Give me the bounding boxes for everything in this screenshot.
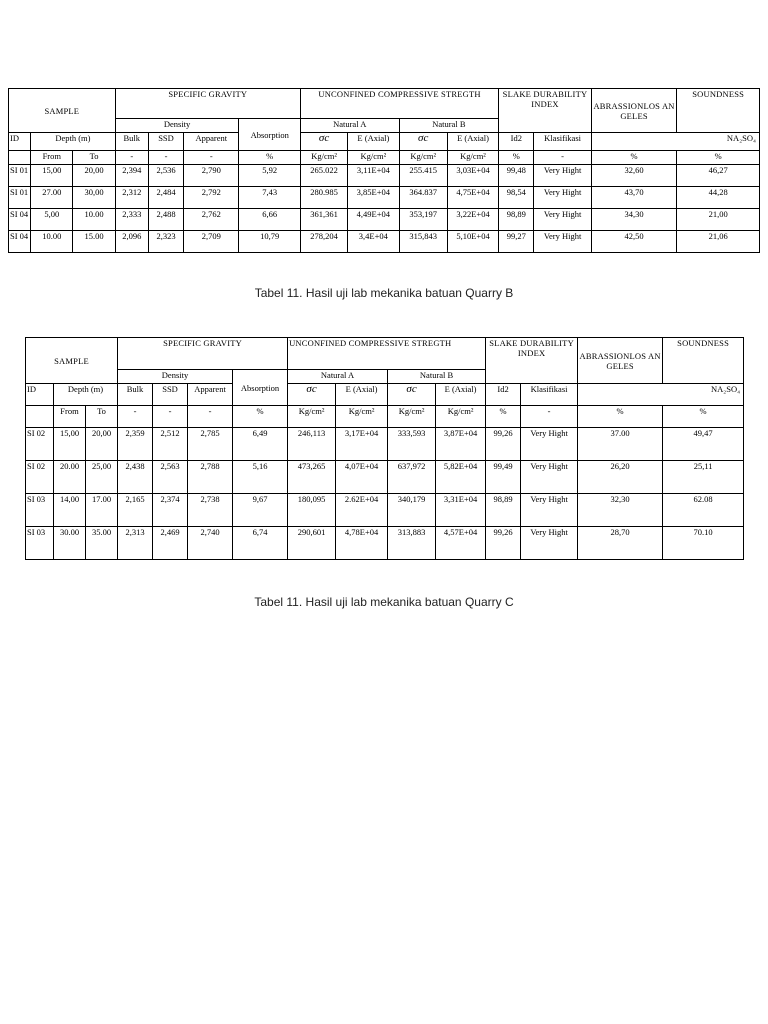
cell-sigma-b: 353,197 xyxy=(399,209,447,231)
cell-e-b: 3,31E+04 xyxy=(436,494,486,527)
unit-cell xyxy=(9,151,31,165)
unit-abrasion: % xyxy=(578,406,663,428)
natural-b-header: Natural B xyxy=(399,119,499,133)
cell-absorption: 5,92 xyxy=(239,165,300,187)
e-axial-header: E (Axial) xyxy=(436,384,486,406)
cell-soundness: 49,47 xyxy=(663,428,744,461)
unit-id2: % xyxy=(486,406,521,428)
cell-to: 17.00 xyxy=(86,494,118,527)
unit-from: From xyxy=(54,406,86,428)
cell-id: SI 03 xyxy=(26,527,54,560)
unit-abrasion: % xyxy=(591,151,677,165)
unit-e-a: Kg/cm² xyxy=(336,406,388,428)
table-row xyxy=(9,187,760,209)
cell-from: 5,00 xyxy=(31,209,73,231)
unit-sigma-b: Kg/cm² xyxy=(388,406,436,428)
cell-id: SI 04 xyxy=(9,209,31,231)
unit-apparent: - xyxy=(184,151,239,165)
cell-from: 15,00 xyxy=(31,165,73,187)
natural-a-header: Natural A xyxy=(288,370,388,384)
cell-from: 20.00 xyxy=(54,461,86,494)
table-body xyxy=(26,338,744,560)
cell-absorption: 10,79 xyxy=(239,231,300,253)
unit-id2: % xyxy=(499,151,534,165)
na2so4-header: NA₂SO₄ xyxy=(578,384,744,406)
cell-sigma-a: 290,601 xyxy=(288,527,336,560)
unit-from: From xyxy=(31,151,73,165)
cell-klasifikasi: Very Hight xyxy=(521,527,578,560)
cell-ssd: 2,374 xyxy=(153,494,188,527)
unit-klasifikasi: - xyxy=(521,406,578,428)
cell-id2: 99,48 xyxy=(499,165,534,187)
cell-ssd: 2,484 xyxy=(148,187,183,209)
id2-header: Id2 xyxy=(486,384,521,406)
specific-gravity-header: SPECIFIC GRAVITY xyxy=(118,338,288,370)
cell-soundness: 21,00 xyxy=(677,209,760,231)
cell-e-a: 3,4E+04 xyxy=(348,231,399,253)
unit-to: To xyxy=(86,406,118,428)
cell-ssd: 2,512 xyxy=(153,428,188,461)
cell-id2: 99,26 xyxy=(486,527,521,560)
cell-bulk: 2,333 xyxy=(115,209,148,231)
cell-e-a: 3,17E+04 xyxy=(336,428,388,461)
e-axial-header: E (Axial) xyxy=(348,133,399,151)
table-caption-quarry-b: Tabel 11. Hasil uji lab mekanika batuan Quarry B xyxy=(254,286,514,300)
cell-id: SI 02 xyxy=(26,428,54,461)
cell-sigma-b: 333,593 xyxy=(388,428,436,461)
unit-e-b: Kg/cm² xyxy=(447,151,498,165)
cell-apparent: 2,792 xyxy=(184,187,239,209)
cell-id: SI 04 xyxy=(9,231,31,253)
cell-apparent: 2,785 xyxy=(188,428,233,461)
absorption-header: Absorption xyxy=(239,119,300,151)
unit-cell xyxy=(26,406,54,428)
apparent-header: Apparent xyxy=(188,384,233,406)
header-row-3 xyxy=(26,384,744,406)
cell-absorption: 6,49 xyxy=(233,428,288,461)
cell-sigma-a: 246,113 xyxy=(288,428,336,461)
cell-e-b: 4,75E+04 xyxy=(447,187,498,209)
cell-bulk: 2,165 xyxy=(118,494,153,527)
cell-ssd: 2,469 xyxy=(153,527,188,560)
cell-sigma-b: 340,179 xyxy=(388,494,436,527)
e-axial-header: E (Axial) xyxy=(447,133,498,151)
unit-apparent: - xyxy=(188,406,233,428)
cell-to: 20,00 xyxy=(86,428,118,461)
cell-from: 30.00 xyxy=(54,527,86,560)
table-row xyxy=(9,231,760,253)
cell-ssd: 2,488 xyxy=(148,209,183,231)
cell-klasifikasi: Very Hight xyxy=(521,494,578,527)
cell-from: 27.00 xyxy=(31,187,73,209)
unit-absorption: % xyxy=(233,406,288,428)
cell-id2: 98,89 xyxy=(499,209,534,231)
table-row xyxy=(26,494,744,527)
cell-absorption: 6,74 xyxy=(233,527,288,560)
cell-apparent: 2,762 xyxy=(184,209,239,231)
cell-apparent: 2,709 xyxy=(184,231,239,253)
unit-sigma-a: Kg/cm² xyxy=(300,151,347,165)
unit-e-b: Kg/cm² xyxy=(436,406,486,428)
cell-sigma-a: 265.022 xyxy=(300,165,347,187)
cell-id2: 98,54 xyxy=(499,187,534,209)
cell-bulk: 2,312 xyxy=(115,187,148,209)
cell-klasifikasi: Very Hight xyxy=(521,428,578,461)
cell-absorption: 6,66 xyxy=(239,209,300,231)
table-body xyxy=(9,89,760,253)
cell-id: SI 01 xyxy=(9,187,31,209)
cell-to: 20,00 xyxy=(73,165,115,187)
cell-e-a: 4,07E+04 xyxy=(336,461,388,494)
cell-sigma-b: 637,972 xyxy=(388,461,436,494)
cell-klasifikasi: Very Hight xyxy=(534,231,591,253)
cell-abrasion: 32,30 xyxy=(578,494,663,527)
cell-soundness: 70.10 xyxy=(663,527,744,560)
cell-sigma-a: 180,095 xyxy=(288,494,336,527)
klasifikasi-header: Klasifikasi xyxy=(521,384,578,406)
cell-e-b: 5,82E+04 xyxy=(436,461,486,494)
cell-absorption: 7,43 xyxy=(239,187,300,209)
cell-apparent: 2,788 xyxy=(188,461,233,494)
unit-sigma-b: Kg/cm² xyxy=(399,151,447,165)
cell-sigma-a: 278,204 xyxy=(300,231,347,253)
depth-header: Depth (m) xyxy=(54,384,118,406)
cell-bulk: 2,394 xyxy=(115,165,148,187)
cell-e-b: 3,87E+04 xyxy=(436,428,486,461)
cell-id2: 99,26 xyxy=(486,428,521,461)
id-header: ID xyxy=(9,133,31,151)
na2so4-header: NA₂SO₄ xyxy=(591,133,759,151)
cell-e-a: 2.62E+04 xyxy=(336,494,388,527)
natural-b-header: Natural B xyxy=(388,370,486,384)
cell-ssd: 2,323 xyxy=(148,231,183,253)
sigma-c-header: σc xyxy=(300,133,347,151)
specific-gravity-header: SPECIFIC GRAVITY xyxy=(115,89,300,119)
cell-e-a: 4,49E+04 xyxy=(348,209,399,231)
unit-to: To xyxy=(73,151,115,165)
table-row xyxy=(9,209,760,231)
cell-soundness: 25,11 xyxy=(663,461,744,494)
header-row-3 xyxy=(9,133,760,151)
units-row xyxy=(26,406,744,428)
cell-e-b: 5,10E+04 xyxy=(447,231,498,253)
cell-id2: 98,89 xyxy=(486,494,521,527)
cell-klasifikasi: Very Hight xyxy=(521,461,578,494)
cell-abrasion: 42,50 xyxy=(591,231,677,253)
soundness-header: SOUNDNESS xyxy=(677,89,760,133)
sample-header: SAMPLE xyxy=(9,89,116,133)
cell-bulk: 2,359 xyxy=(118,428,153,461)
unit-bulk: - xyxy=(115,151,148,165)
slake-durability-header: SLAKE DURABILITY INDEX xyxy=(486,338,578,384)
cell-klasifikasi: Very Hight xyxy=(534,165,591,187)
ucs-header: UNCONFINED COMPRESSIVE STREGTH xyxy=(300,89,498,119)
density-header: Density xyxy=(115,119,239,133)
sigma-c-header: σc xyxy=(388,384,436,406)
depth-header: Depth (m) xyxy=(31,133,116,151)
ucs-header: UNCONFINED COMPRESSIVE STREGTH xyxy=(288,338,486,370)
ssd-header: SSD xyxy=(148,133,183,151)
cell-to: 30,00 xyxy=(73,187,115,209)
cell-e-b: 3,22E+04 xyxy=(447,209,498,231)
cell-soundness: 46,27 xyxy=(677,165,760,187)
ssd-header: SSD xyxy=(153,384,188,406)
table-caption-quarry-c: Tabel 11. Hasil uji lab mekanika batuan Quarry C xyxy=(254,595,514,609)
cell-abrasion: 43,70 xyxy=(591,187,677,209)
absorption-header: Absorption xyxy=(233,370,288,406)
cell-id: SI 02 xyxy=(26,461,54,494)
table-row xyxy=(26,527,744,560)
cell-abrasion: 28,70 xyxy=(578,527,663,560)
abrasion-header: ABRASSIONLOS ANGELES xyxy=(591,89,677,133)
cell-to: 10.00 xyxy=(73,209,115,231)
cell-bulk: 2,438 xyxy=(118,461,153,494)
cell-soundness: 62.08 xyxy=(663,494,744,527)
cell-e-a: 4,78E+04 xyxy=(336,527,388,560)
cell-apparent: 2,790 xyxy=(184,165,239,187)
cell-apparent: 2,738 xyxy=(188,494,233,527)
cell-klasifikasi: Very Hight xyxy=(534,209,591,231)
cell-absorption: 5,16 xyxy=(233,461,288,494)
cell-id: SI 03 xyxy=(26,494,54,527)
e-axial-header: E (Axial) xyxy=(336,384,388,406)
unit-sigma-a: Kg/cm² xyxy=(288,406,336,428)
cell-klasifikasi: Very Hight xyxy=(534,187,591,209)
sigma-c-header: σc xyxy=(288,384,336,406)
unit-ssd: - xyxy=(153,406,188,428)
cell-soundness: 21,06 xyxy=(677,231,760,253)
unit-ssd: - xyxy=(148,151,183,165)
cell-sigma-a: 280.985 xyxy=(300,187,347,209)
cell-from: 14,00 xyxy=(54,494,86,527)
klasifikasi-header: Klasifikasi xyxy=(534,133,591,151)
cell-absorption: 9,67 xyxy=(233,494,288,527)
cell-apparent: 2,740 xyxy=(188,527,233,560)
unit-e-a: Kg/cm² xyxy=(348,151,399,165)
sigma-c-header: σc xyxy=(399,133,447,151)
cell-abrasion: 26,20 xyxy=(578,461,663,494)
natural-a-header: Natural A xyxy=(300,119,399,133)
cell-from: 15,00 xyxy=(54,428,86,461)
cell-id: SI 01 xyxy=(9,165,31,187)
unit-absorption: % xyxy=(239,151,300,165)
cell-sigma-a: 473,265 xyxy=(288,461,336,494)
cell-sigma-b: 313,883 xyxy=(388,527,436,560)
header-row-1 xyxy=(9,89,760,119)
cell-sigma-b: 255.415 xyxy=(399,165,447,187)
cell-to: 15.00 xyxy=(73,231,115,253)
cell-bulk: 2,096 xyxy=(115,231,148,253)
table-row xyxy=(26,461,744,494)
units-row xyxy=(9,151,760,165)
cell-abrasion: 32,60 xyxy=(591,165,677,187)
table-row xyxy=(9,165,760,187)
cell-soundness: 44,28 xyxy=(677,187,760,209)
cell-e-a: 3,11E+04 xyxy=(348,165,399,187)
cell-to: 35.00 xyxy=(86,527,118,560)
table-row xyxy=(26,428,744,461)
bulk-header: Bulk xyxy=(118,384,153,406)
cell-bulk: 2,313 xyxy=(118,527,153,560)
rock-mechanics-table-quarry-b xyxy=(8,88,760,253)
sample-header: SAMPLE xyxy=(26,338,118,384)
cell-e-a: 3,85E+04 xyxy=(348,187,399,209)
cell-to: 25,00 xyxy=(86,461,118,494)
id2-header: Id2 xyxy=(499,133,534,151)
cell-e-b: 3,03E+04 xyxy=(447,165,498,187)
cell-abrasion: 34,30 xyxy=(591,209,677,231)
cell-abrasion: 37.00 xyxy=(578,428,663,461)
unit-soundness: % xyxy=(663,406,744,428)
cell-sigma-b: 364.837 xyxy=(399,187,447,209)
cell-ssd: 2,563 xyxy=(153,461,188,494)
id-header: ID xyxy=(26,384,54,406)
cell-ssd: 2,536 xyxy=(148,165,183,187)
rock-mechanics-table-quarry-c xyxy=(25,337,744,560)
unit-soundness: % xyxy=(677,151,760,165)
cell-id2: 99,27 xyxy=(499,231,534,253)
cell-sigma-a: 361,361 xyxy=(300,209,347,231)
soundness-header: SOUNDNESS xyxy=(663,338,744,384)
bulk-header: Bulk xyxy=(115,133,148,151)
unit-klasifikasi: - xyxy=(534,151,591,165)
cell-sigma-b: 315,843 xyxy=(399,231,447,253)
unit-bulk: - xyxy=(118,406,153,428)
abrasion-header: ABRASSIONLOS ANGELES xyxy=(578,338,663,384)
cell-id2: 99,49 xyxy=(486,461,521,494)
cell-from: 10.00 xyxy=(31,231,73,253)
header-row-1 xyxy=(26,338,744,370)
slake-durability-header: SLAKE DURABILITY INDEX xyxy=(499,89,592,133)
cell-e-b: 4,57E+04 xyxy=(436,527,486,560)
density-header: Density xyxy=(118,370,233,384)
apparent-header: Apparent xyxy=(184,133,239,151)
